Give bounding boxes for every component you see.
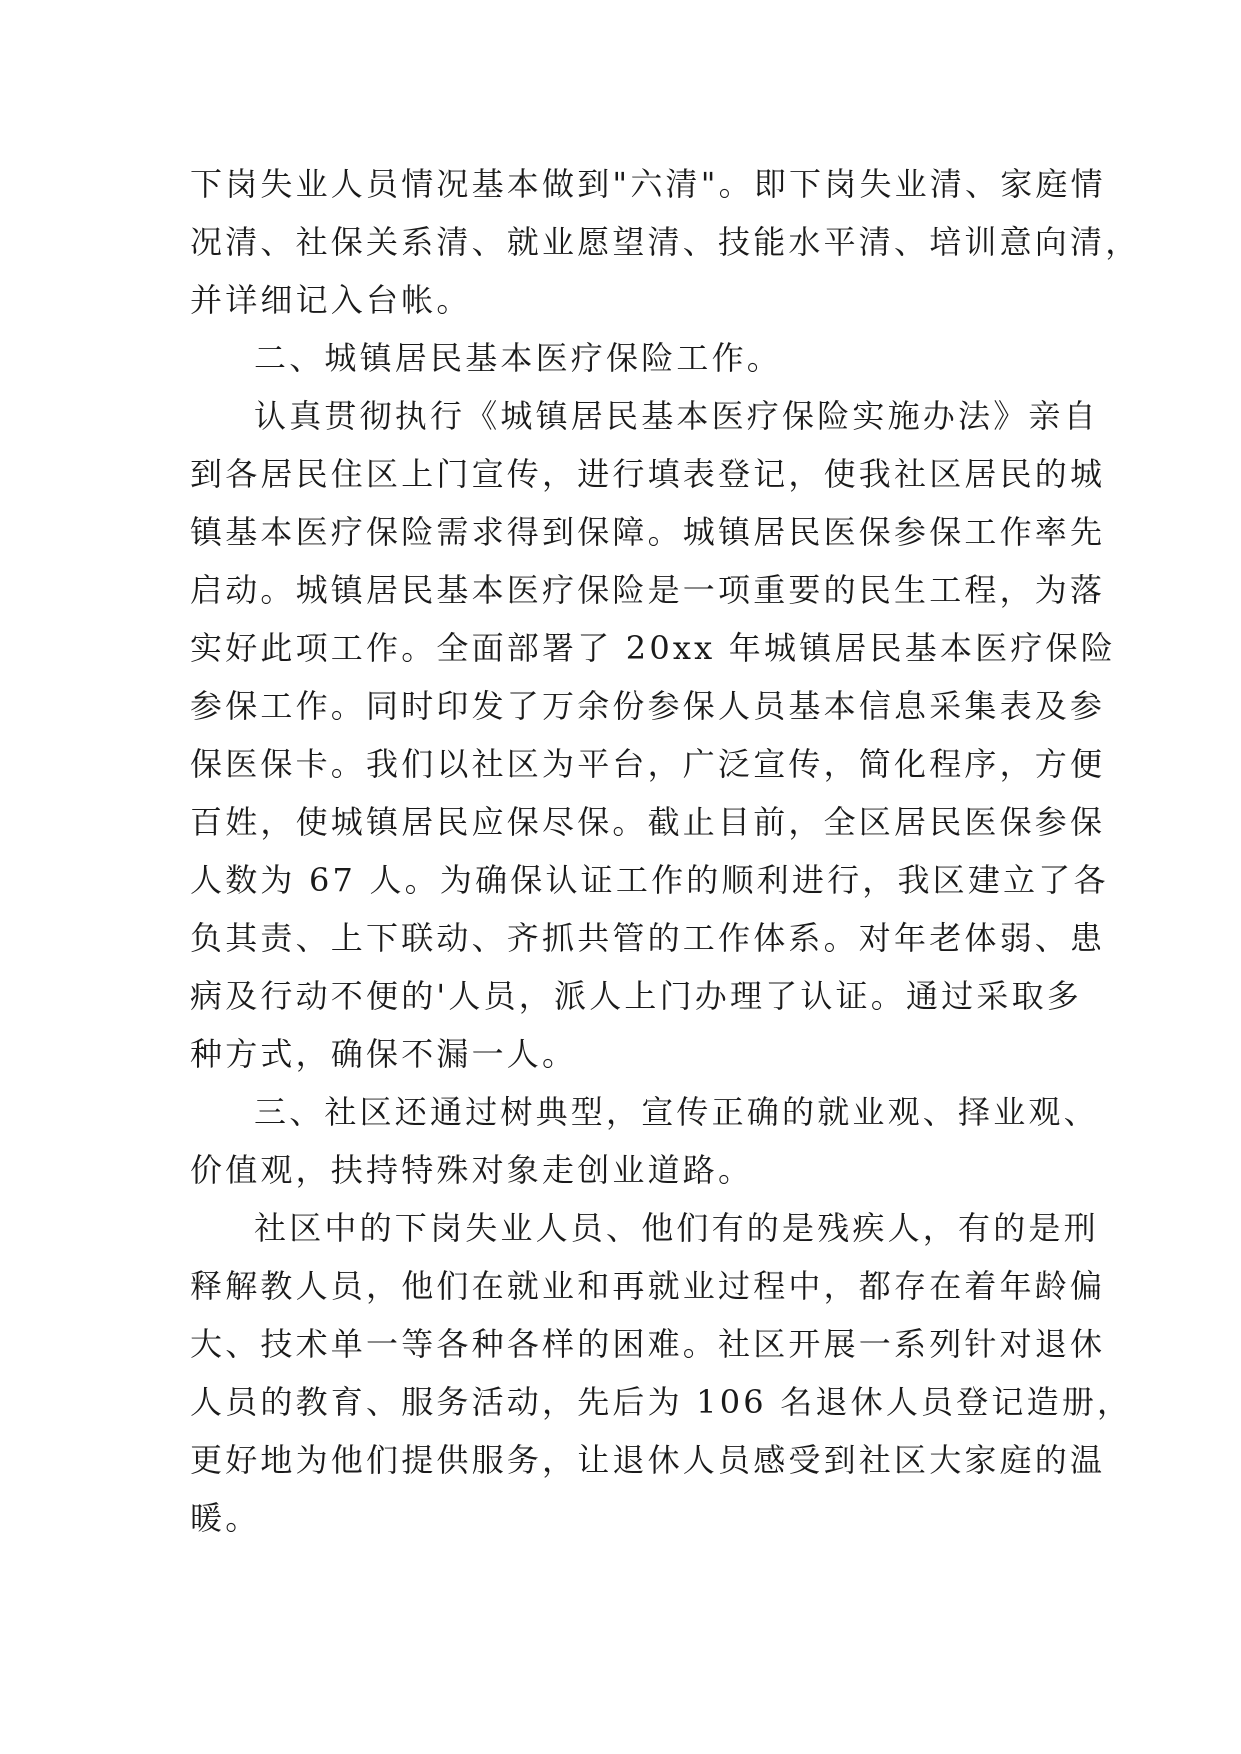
text-line: 参保工作。同时印发了万余份参保人员基本信息采集表及参 [190, 687, 1106, 725]
text-line: 到各居民住区上门宣传，进行填表登记，使我社区居民的城 [190, 455, 1106, 493]
text-line: 社区中的下岗失业人员、他们有的是残疾人，有的是刑 [254, 1209, 1099, 1247]
section-heading: 三、社区还通过树典型，宣传正确的就业观、择业观、 [254, 1093, 1099, 1131]
text-line: 况清、社保关系清、就业愿望清、技能水平清、培训意向清， [190, 223, 1141, 261]
text-line: 保医保卡。我们以社区为平台，广泛宣传，简化程序，方便 [190, 745, 1106, 783]
text-line: 百姓，使城镇居民应保尽保。截止目前，全区居民医保参保 [190, 803, 1106, 841]
text-line: 人数为 67 人。为确保认证工作的顺利进行，我区建立了各 [190, 861, 1109, 899]
section-heading: 二、城镇居民基本医疗保险工作。 [254, 339, 783, 377]
text-line: 认真贯彻执行《城镇居民基本医疗保险实施办法》亲自 [254, 397, 1099, 435]
text-line: 暖。 [190, 1499, 261, 1537]
text-line: 镇基本医疗保险需求得到保障。城镇居民医保参保工作率先 [190, 513, 1106, 551]
text-line: 更好地为他们提供服务，让退休人员感受到社区大家庭的温 [190, 1441, 1106, 1479]
text-line: 大、技术单一等各种各样的困难。社区开展一系列针对退休 [190, 1325, 1106, 1363]
section-heading: 价值观，扶持特殊对象走创业道路。 [190, 1151, 754, 1189]
text-line: 释解教人员，他们在就业和再就业过程中，都存在着年龄偏 [190, 1267, 1106, 1305]
text-line: 负其责、上下联动、齐抓共管的工作体系。对年老体弱、患 [190, 919, 1106, 957]
text-line: 下岗失业人员情况基本做到"六清"。即下岗失业清、家庭情 [190, 165, 1106, 203]
text-line: 实好此项工作。全面部署了 20xx 年城镇居民基本医疗保险 [190, 629, 1116, 667]
text-line: 并详细记入台帐。 [190, 281, 472, 319]
text-line: 病及行动不便的'人员，派人上门办理了认证。通过采取多 [190, 977, 1082, 1015]
text-line: 种方式，确保不漏一人。 [190, 1035, 578, 1073]
text-line: 启动。城镇居民基本医疗保险是一项重要的民生工程，为落 [190, 571, 1106, 609]
text-line: 人员的教育、服务活动，先后为 106 名退休人员登记造册， [190, 1383, 1133, 1421]
